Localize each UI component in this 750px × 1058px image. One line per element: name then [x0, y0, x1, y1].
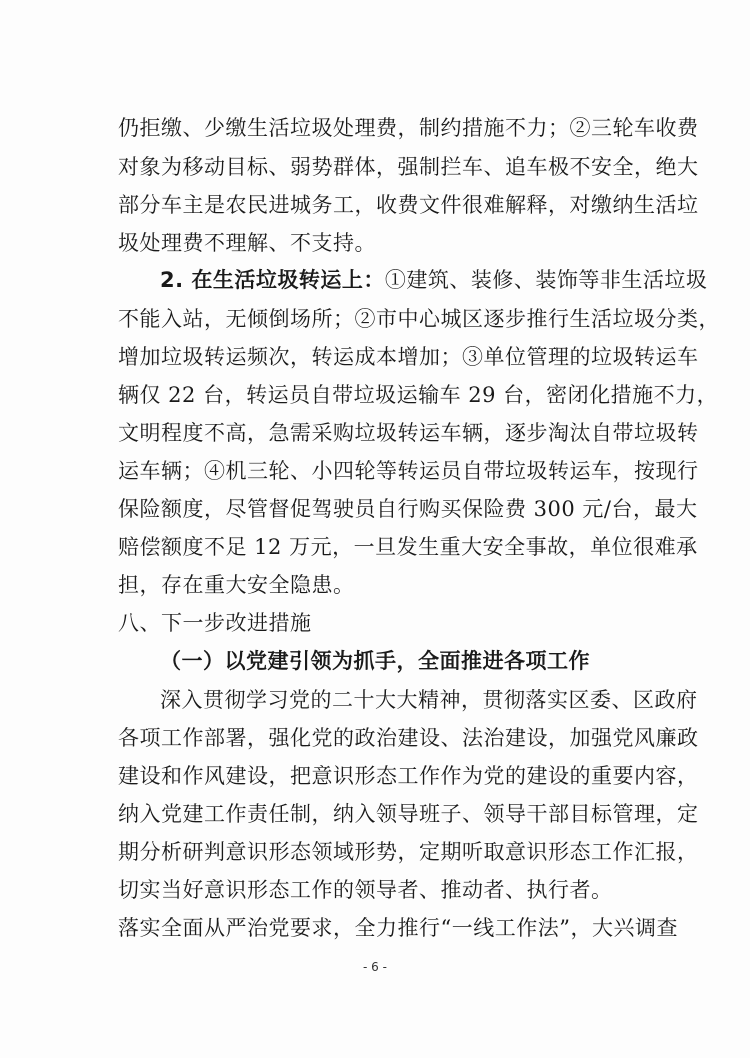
- section-heading: 八、下一步改进措施: [118, 611, 312, 635]
- paragraph-1-line-3: 部分车主是农民进城务工，收费文件很难解释，对缴纳生活垃: [118, 193, 699, 217]
- paragraph-3-line-6: 切实当好意识形态工作的领导者、推动者、执行者。: [118, 878, 613, 902]
- paragraph-2-lead: 2. 在生活垃圾转运上：: [160, 268, 385, 292]
- subsection-heading: （一）以党建引领为抓手，全面推进各项工作: [160, 649, 590, 673]
- paragraph-3-line-2: 各项工作部署，强化党的政治建设、法治建设，加强党风廉政: [118, 726, 699, 750]
- paragraph-1-line-4: 圾处理费不理解、不支持。: [118, 231, 376, 255]
- paragraph-3-line-3: 建设和作风建设，把意识形态工作作为党的建设的重要内容，: [118, 764, 699, 788]
- paragraph-3-line-1: 深入贯彻学习党的二十大大精神，贯彻落实区委、区政府: [160, 688, 698, 712]
- paragraph-2-line-1: [160, 265, 708, 295]
- paragraph-2-line-5: 文明程度不高，急需采购垃圾转运车辆，逐步淘汰自带垃圾转: [118, 421, 699, 445]
- paragraph-2-line-8: 赔偿额度不足 12 万元，一旦发生重大安全事故，单位很难承: [118, 535, 698, 559]
- paragraph-2-first-rest: ①建筑、装修、装饰等非生活垃圾: [384, 268, 708, 292]
- paragraph-1-line-2: 对象为移动目标、弱势群体，强制拦车、追车极不安全，绝大: [118, 155, 699, 179]
- page-number: - 6 -: [363, 960, 387, 974]
- paragraph-2-line-4: 辆仅 22 台，转运员自带垃圾运输车 29 台，密闭化措施不力，: [118, 383, 719, 407]
- paragraph-3-line-4: 纳入党建工作责任制，纳入领导班子、领导干部目标管理，定: [118, 802, 699, 826]
- paragraph-4-line-1: 落实全面从严治党要求，全力推行“一线工作法”，大兴调查: [118, 916, 678, 940]
- paragraph-3-line-5: 期分析研判意识形态领域形势，定期听取意识形态工作汇报，: [118, 840, 699, 864]
- paragraph-2-line-3: 增加垃圾转运频次，转运成本增加；③单位管理的垃圾转运车: [118, 345, 699, 369]
- paragraph-2-line-6: 运车辆；④机三轮、小四轮等转运员自带垃圾转运车，按现行: [118, 459, 699, 483]
- paragraph-2-line-7: 保险额度，尽管督促驾驶员自行购买保险费 300 元/台，最大: [118, 497, 698, 521]
- paragraph-1-line-1: 仍拒缴、少缴生活垃圾处理费，制约措施不力；②三轮车收费: [118, 116, 699, 140]
- paragraph-2-line-2: 不能入站，无倾倒场所；②市中心城区逐步推行生活垃圾分类，: [118, 307, 720, 331]
- paragraph-2-line-9: 担，存在重大安全隐患。: [118, 573, 355, 597]
